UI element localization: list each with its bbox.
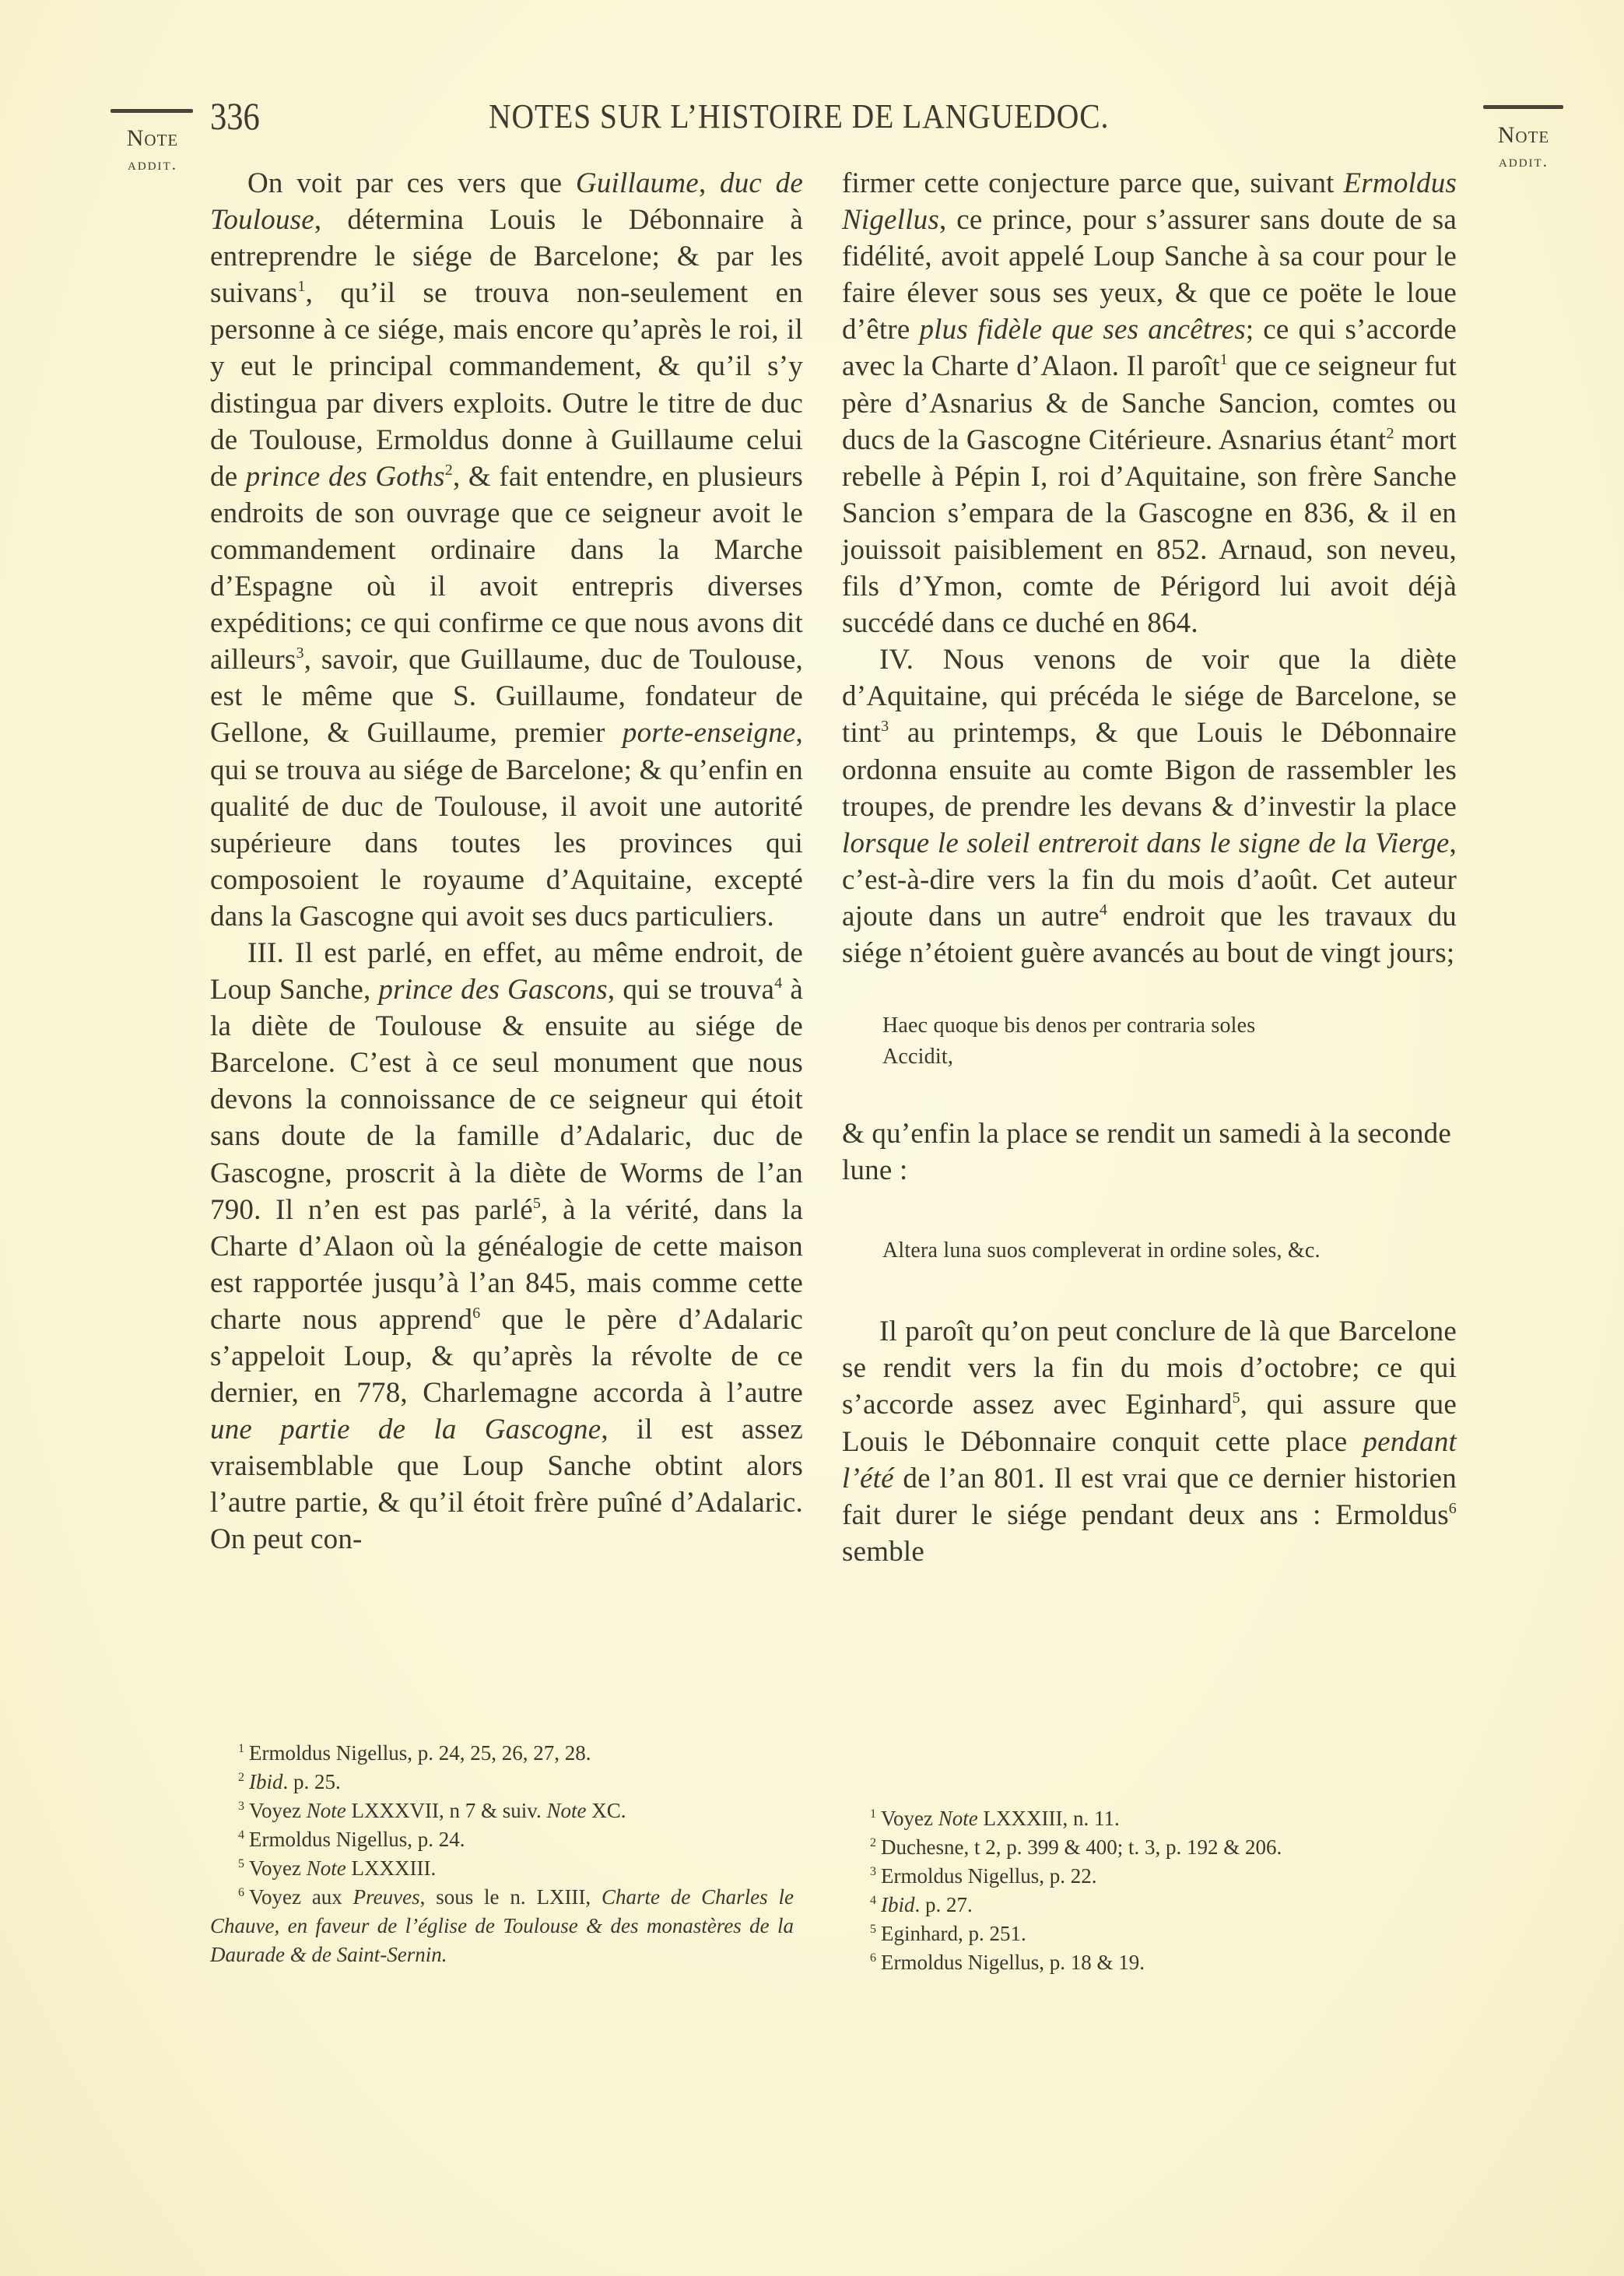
text: que ce seigneur fut père d’Asnarius & de Sanche Sancion, comtes ou ducs de la Gascogne Citérieure. Asnarius étant [842, 350, 1457, 456]
right-column [842, 165, 1457, 1570]
footnote-italic: Note [938, 1807, 978, 1830]
footnote-number: 1 [870, 1807, 876, 1821]
text: , qu’il se trouva non-seulement en personne à ce siége, mais encore qu’après le roi, il y eut le principal commandement, & qu’il s’y distingua par divers exploits. Outre le titre de duc de Toulouse, Ermoldus donne à Guillaume celui de [210, 277, 803, 493]
footnote-4 [842, 1891, 1441, 1919]
text: que le père d’Adalaric s’appeloit Loup, & qu’après la révolte de ce dernier, en 778, Charlemagne accorda à l’autre [210, 1303, 803, 1410]
footnote-ref[interactable]: 5 [532, 1194, 542, 1212]
text: , savoir, que Guillaume, duc de Toulouse, est le même que S. Guillaume, fondateur de Gellone, & Guillaume, premier [210, 644, 803, 750]
footnote-text: Ermoldus Nigellus, p. 22. [881, 1864, 1097, 1888]
footnote-italic: Ibid [881, 1893, 915, 1916]
footnote-6 [842, 1948, 1441, 1977]
footnote-number: 3 [238, 1800, 244, 1813]
margin-rule-left [110, 109, 193, 113]
footnote-ref[interactable]: 4 [1099, 901, 1108, 918]
footnote-text: Ermoldus Nigellus, p. 24, 25, 26, 27, 28. [249, 1741, 591, 1765]
footnote-text: Voyez aux [249, 1885, 353, 1909]
footnote-text: Ermoldus Nigellus, p. 18 & 19. [881, 1951, 1145, 1974]
verse-line: Accidit, [882, 1045, 954, 1070]
footnote-text: , sous le n. LXIII, [419, 1885, 602, 1909]
footnote-text: Voyez [249, 1799, 307, 1822]
italic-text: lorsque le soleil entreroit dans le signe de la Vierge [842, 827, 1450, 859]
italic-text: Guillaume [575, 167, 699, 199]
footnote-ref[interactable]: 3 [296, 645, 304, 662]
footnote-ref[interactable]: 6 [1448, 1499, 1457, 1517]
text: , il est assez vraisemblable que Loup Sanche obtint alors l’autre partie, & qu’il étoit frère puîné d’Adalaric. On peut con- [210, 1414, 803, 1556]
footnote-italic: Ibid [249, 1770, 283, 1793]
paragraph-conclusion [842, 1313, 1457, 1570]
margin-note-left-line1: Note [126, 125, 179, 151]
margin-note-left-line2: addit. [128, 155, 177, 174]
footnote-ref[interactable]: 6 [472, 1304, 481, 1322]
margin-note-right-line2: addit. [1499, 152, 1549, 170]
text: endroit que les travaux du siége n’étoient guère avancés au bout de vingt jours; [842, 900, 1457, 969]
footnote-5 [210, 1854, 794, 1883]
footnote-text: LXXXVII, n 7 & suiv. [345, 1799, 547, 1822]
footnote-number: 5 [870, 1923, 876, 1936]
paragraph-section-iv [842, 641, 1457, 971]
footnote-5 [842, 1919, 1441, 1948]
text: , ce prince, pour s’assurer sans doute de sa fidélité, avoit appelé Loup Sanche à sa cour pour le faire élever sous ses yeux, & que ce poëte le loue d’être [842, 204, 1457, 346]
left-column [210, 165, 803, 1558]
footnote-2 [842, 1833, 1441, 1862]
text: de l’an 801. Il est vrai que ce dernier historien fait durer le siége pendant deux ans : Ermoldus [842, 1462, 1457, 1531]
footnote-text: . p. 25. [282, 1770, 341, 1793]
footnotes-left [210, 1739, 794, 1969]
footnote-number: 6 [870, 1951, 876, 1965]
footnote-number: 5 [238, 1857, 244, 1870]
footnote-number: 4 [238, 1828, 244, 1842]
italic-text: prince des Gascons [378, 974, 608, 1006]
italic-text: plus fidèle que ses ancêtres [919, 314, 1246, 346]
paragraph-section-iii [210, 935, 803, 1558]
footnote-italic: Preuves [353, 1885, 420, 1909]
footnote-number: 2 [238, 1771, 244, 1784]
footnote-ref[interactable]: 2 [444, 461, 453, 479]
footnote-text: . p. 27. [914, 1893, 973, 1916]
margin-rule-right [1483, 105, 1563, 109]
paragraph-guillaume [210, 165, 803, 935]
footnote-text: Ermoldus Nigellus, p. 24. [249, 1828, 465, 1851]
italic-text: porte-enseigne [622, 717, 796, 750]
footnote-ref[interactable]: 2 [1386, 424, 1394, 442]
text: firmer cette conjecture parce que, suivant [842, 167, 1344, 199]
footnote-italic: Note [546, 1799, 587, 1822]
text: , qui se trouva [607, 974, 775, 1006]
text: , c’est-à-dire vers la fin du mois d’août. Cet auteur ajoute dans un autre [842, 827, 1457, 933]
footnote-number: 4 [870, 1894, 876, 1907]
text: semble [842, 1535, 925, 1568]
footnote-text: XC. [586, 1799, 626, 1822]
footnote-ref[interactable]: 1 [1219, 351, 1228, 369]
latin-verse-quote-1 [842, 1010, 1457, 1073]
italic-text: prince des Goths [245, 460, 445, 493]
latin-verse-quote-2 [842, 1235, 1457, 1266]
footnote-ref[interactable]: 3 [881, 718, 889, 736]
verse-line: Haec quoque bis denos per contraria soles [882, 1013, 1256, 1038]
text: , qui assure que Louis le Débonnaire conquit cette place [842, 1389, 1457, 1458]
text: , & fait entendre, en plusieurs endroits de son ouvrage que ce seigneur avoit le commandement ordinaire dans la Marche d’Espagne où il avoit entrepris diverses expéditions; ce qui confirme ce que nous avons dit ailleurs [210, 460, 803, 676]
footnote-2 [210, 1768, 794, 1797]
italic-text: Ermoldus Nigellus [842, 167, 1457, 237]
margin-note-left [109, 125, 196, 176]
text: , à la vérité, dans la Charte d’Alaon où la généalogie de cette maison est rapportée jusqu’à l’an 845, mais comme cette charte nous apprend [210, 1193, 803, 1336]
footnote-text: LXXXIII, n. 11. [977, 1807, 1120, 1830]
footnote-text: Eginhard, p. 251. [881, 1922, 1026, 1945]
footnote-italic: Charte de Charles le Chauve, en faveur de l’église de Toulouse & des monastères de la Daurade & de Saint-Sernin. [210, 1885, 794, 1966]
running-title: NOTES SUR L’HISTOIRE DE LANGUEDOC. [489, 97, 1110, 135]
footnote-ref[interactable]: 1 [297, 278, 306, 296]
footnote-text: Duchesne, t 2, p. 399 & 400; t. 3, p. 192 & 206. [881, 1835, 1282, 1859]
italic-text: duc de Toulouse [210, 167, 804, 237]
footnote-ref[interactable]: 5 [1232, 1389, 1240, 1407]
paragraph-continuation [842, 165, 1457, 641]
verse-line: Altera luna suos compleverat in ordine soles, &c. [882, 1238, 1321, 1263]
footnote-number: 1 [238, 1742, 244, 1755]
text: & qu’enfin la place se rendit un samedi à la seconde lune : [842, 1118, 1451, 1187]
text: , [698, 167, 721, 199]
footnote-6 [210, 1883, 794, 1969]
footnote-number: 6 [238, 1886, 244, 1899]
text: au printemps, & que Louis le Débonnaire ordonna ensuite au comte Bigon de rassembler les troupes, de prendre les devans & d’investir la place [842, 717, 1457, 823]
margin-note-right-line1: Note [1497, 122, 1550, 148]
footnote-ref[interactable]: 4 [774, 975, 783, 992]
text: à la diète de Toulouse & ensuite au siége de Barcelone. C’est à ce seul monument que nous devons la connoissance de ce seigneur qui étoit sans doute de la famille d’Adalaric, duc de Gascogne, proscrit à la diète de Worms de l’an 790. Il n’en est pas parlé [210, 974, 804, 1226]
text: IV. Nous venons de voir que la diète d’Aquitaine, qui précéda le siége de Barcelone, se tint [842, 644, 1457, 750]
margin-note-right [1480, 121, 1567, 173]
footnote-text: LXXXIII. [345, 1856, 437, 1880]
footnote-number: 3 [870, 1865, 876, 1878]
footnotes-right [842, 1804, 1441, 1977]
page-number: 336 [210, 94, 260, 138]
italic-text: une partie de la Gascogne [210, 1414, 602, 1446]
text: mort rebelle à Pépin I, roi d’Aquitaine, son frère Sanche Sancion s’empara de la Gascogne en 836, & il en jouissoit paisiblement en 852. Arnaud, son neveu, fils d’Ymon, comte de Périgord lui avoit déjà succédé dans ce duché en 864. [842, 423, 1457, 640]
footnote-3 [842, 1862, 1441, 1891]
text: ; ce qui s’accorde avec la Charte d’Alaon. Il paroît [842, 314, 1457, 383]
text: On voit par ces vers que [247, 167, 576, 199]
footnote-text: Voyez [881, 1807, 938, 1830]
footnote-text: Voyez [249, 1856, 307, 1880]
text: , qui se trouva au siége de Barcelone; & qu’enfin en qualité de duc de Toulouse, il avoit une autorité supérieure dans toutes les provinces qui composoient le royaume d’Aquitaine, excepté dans la Gascogne qui avoit ses ducs particuliers. [210, 717, 803, 933]
footnote-1 [842, 1804, 1441, 1833]
footnote-italic: Note [306, 1856, 346, 1880]
text: , détermina Louis le Débonnaire à entreprendre le siége de Barcelone; & par les suivans [210, 204, 803, 310]
italic-text: pendant l’été [842, 1425, 1457, 1495]
footnote-italic: Note [306, 1799, 346, 1822]
footnote-3 [210, 1797, 794, 1825]
text: Il paroît qu’on peut conclure de là que Barcelone se rendit vers la fin du mois d’octobre; ce qui s’accorde assez avec Eginhard [842, 1315, 1457, 1421]
footnote-4 [210, 1825, 794, 1854]
footnote-1 [210, 1739, 794, 1768]
paragraph-samedi [842, 1115, 1457, 1189]
footnote-number: 2 [870, 1836, 876, 1849]
text: III. Il est parlé, en effet, au même endroit, de Loup Sanche, [210, 936, 803, 1006]
